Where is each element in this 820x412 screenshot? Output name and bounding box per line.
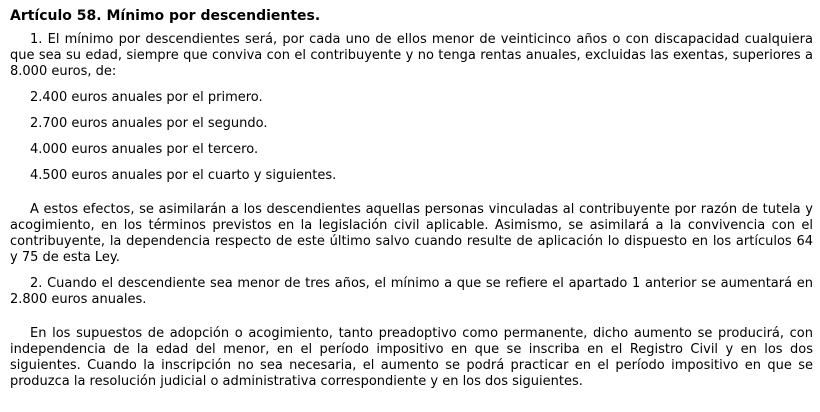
spacer [10,184,813,202]
amount-item-second: 2.700 euros anuales por el segundo. [30,116,268,131]
amount-item-fourth: 4.500 euros anuales por el cuarto y siguientes. [30,168,337,183]
spacer [10,158,813,168]
paragraph-4: En los supuestos de adopción o acogimiento, tanto preadoptivo como permanente, dicho aumento se producirá, con independencia de la edad del menor, en el período impositivo en que se inscriba en el Registro Civil y en los dos siguientes. Cuando la inscripción no sea necesaria, el aumento se podrá practicar en el período impositivo en que se produzca la resolución judicial o administrativa correspondiente y en los dos siguientes. [10,326,813,389]
paragraph-1: 1. El mínimo por descendientes será, por cada uno de ellos menor de veinticinco años o con discapacidad cualquiera que sea su edad, siempre que conviva con el contribuyente y no tenga rentas anuales, excluidas las exentas, superiores a 8.000 euros, de: [10,32,813,79]
amount-item-third: 4.000 euros anuales por el tercero. [30,142,259,157]
amount-item-first: 2.400 euros anuales por el primero. [30,90,263,105]
spacer [10,266,813,276]
paragraph-3: 2. Cuando el descendiente sea menor de tres años, el mínimo a que se refiere el apartado 1 anterior se aumentará en 2.800 euros anuales. [10,276,813,307]
spacer [10,308,813,326]
article-title: Artículo 58. Mínimo por descendientes. [10,8,321,24]
spacer [10,80,813,90]
spacer [10,106,813,116]
paragraph-2: A estos efectos, se asimilarán a los descendientes aquellas personas vinculadas al contribuyente por razón de tutela y acogimiento, en los términos previstos en la legislación civil aplicable. Asimismo, se asimilará a la convivencia con el contribuyente, la dependencia respecto de este último salvo cuando resulte de aplicación lo dispuesto en los artículos 64 y 75 de esta Ley. [10,202,813,265]
spacer [10,132,813,142]
article-document [10,6,813,390]
